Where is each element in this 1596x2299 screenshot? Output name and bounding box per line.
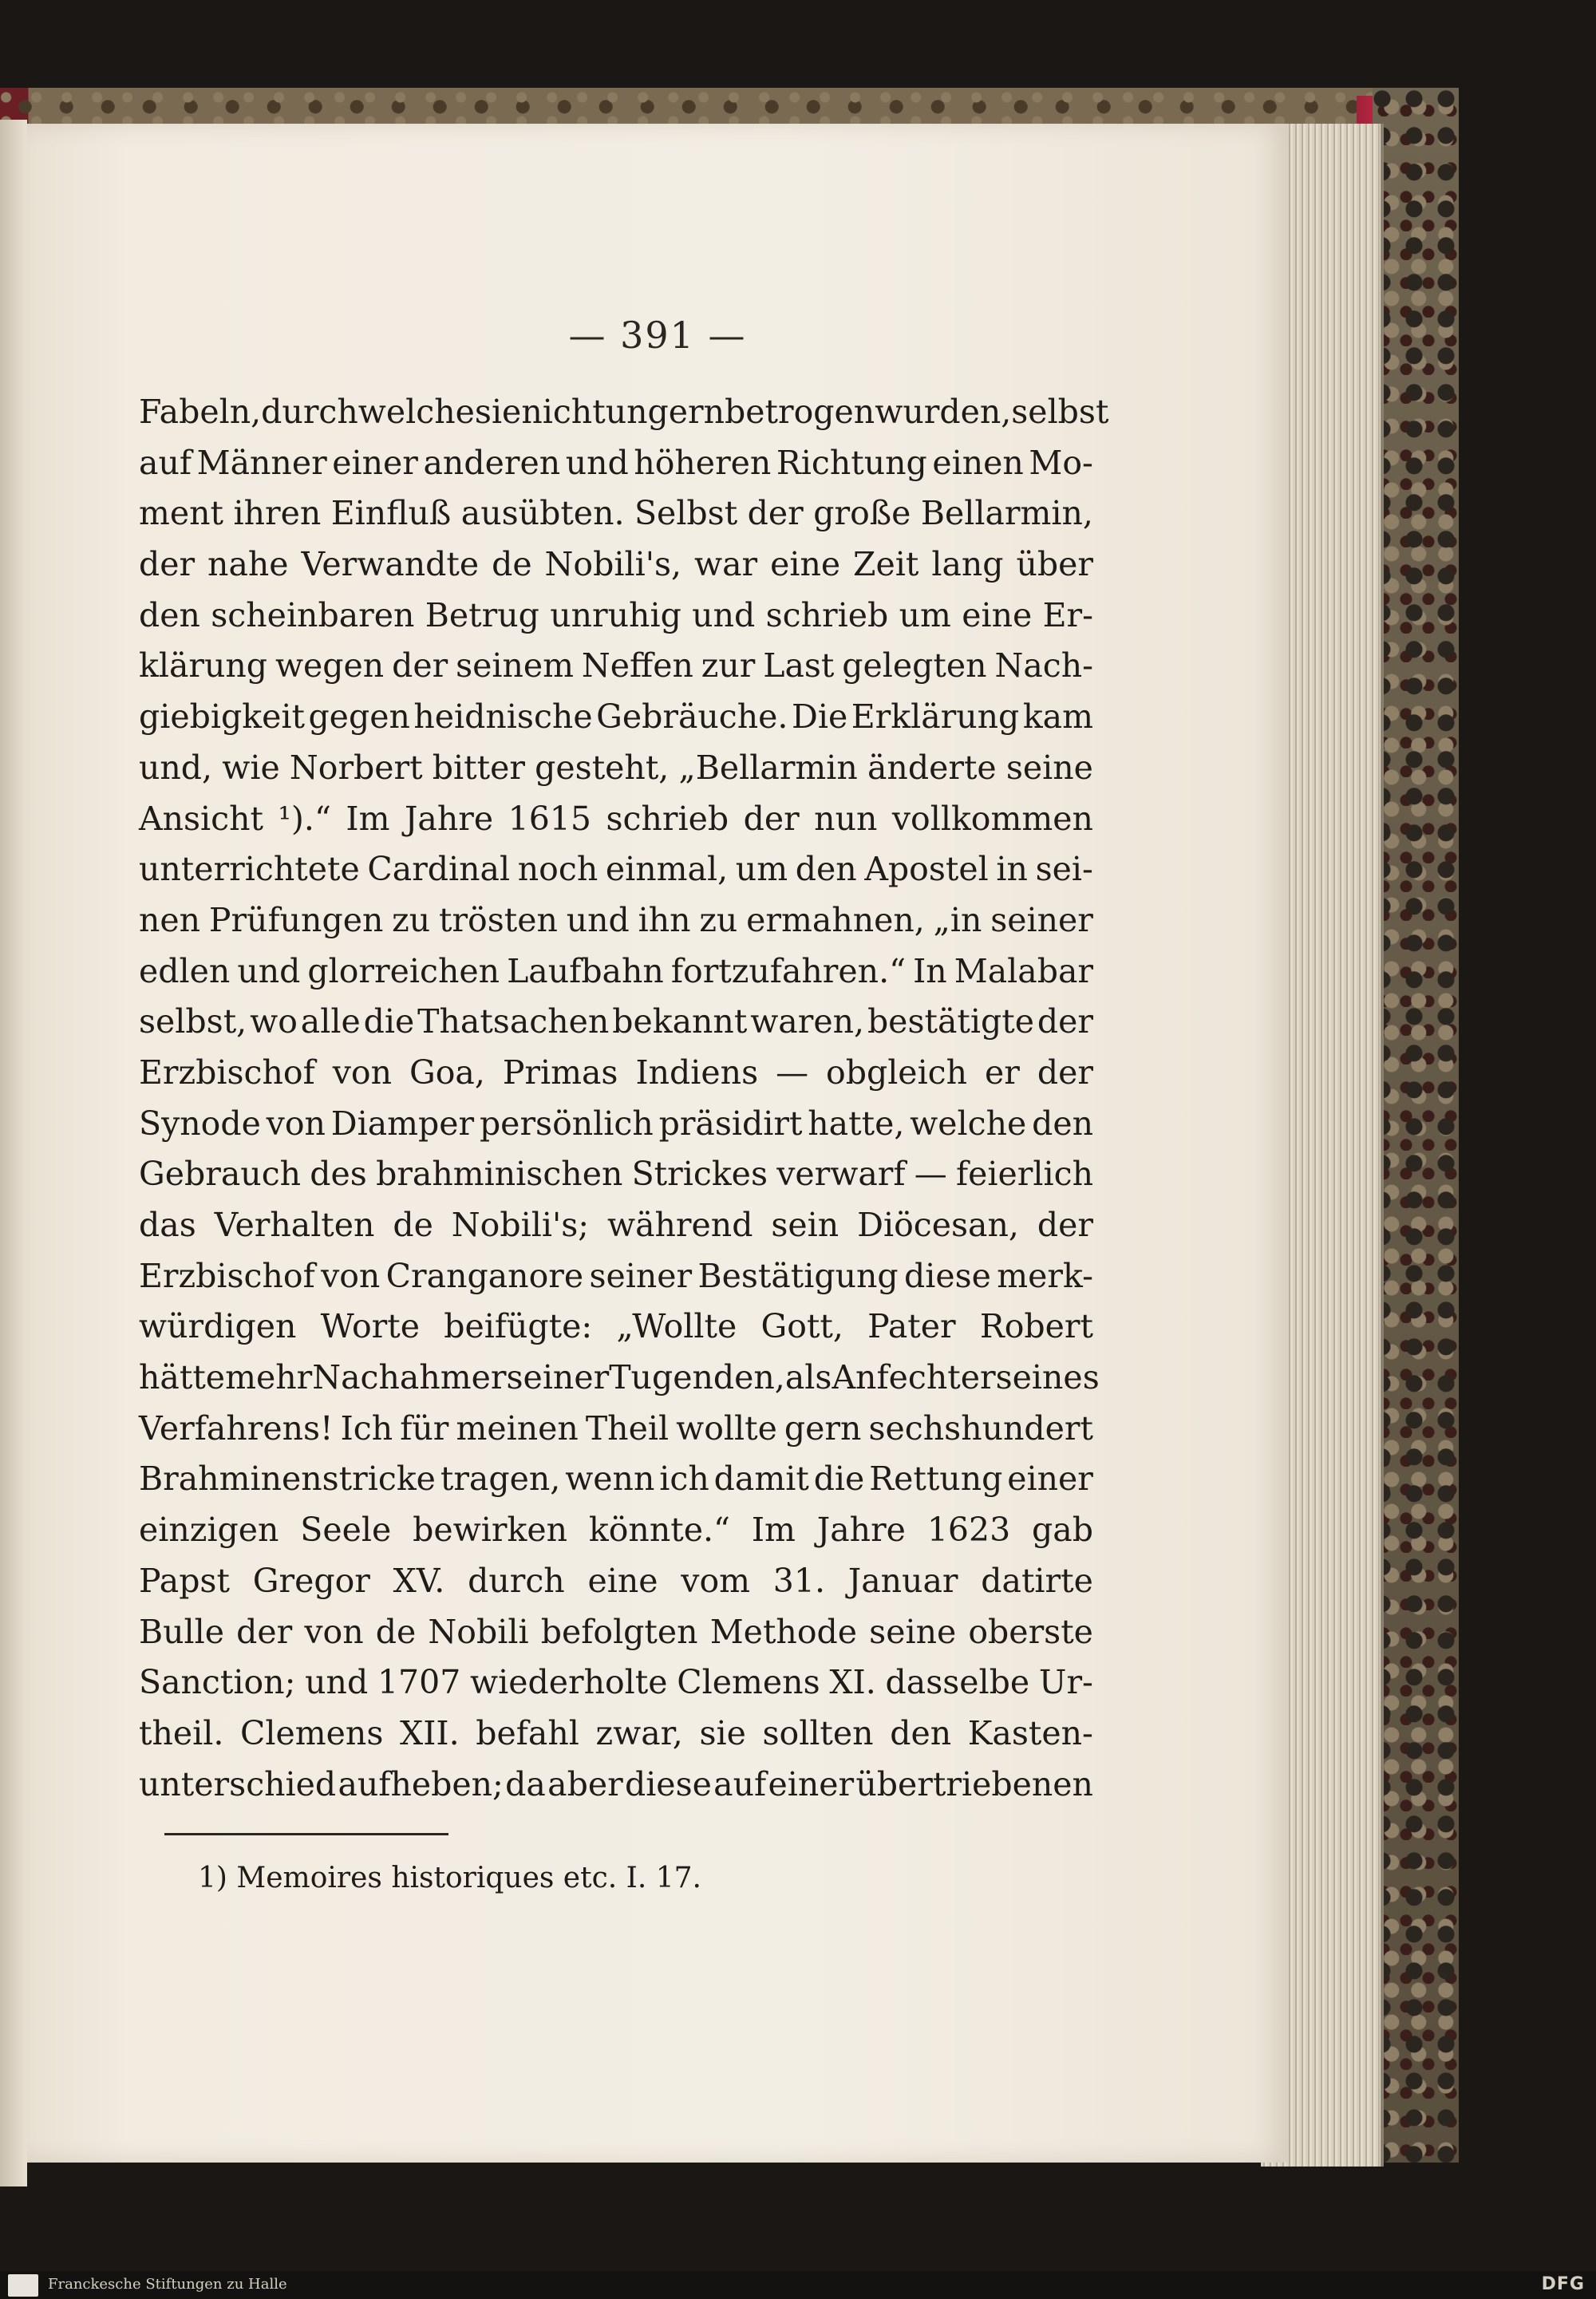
footnote: 1) Memoires historiques etc. I. 17.: [198, 1862, 701, 1894]
institution-name: Franckesche Stiftungen zu Halle: [48, 2276, 287, 2293]
footnote-rule: [164, 1833, 448, 1835]
text-line: Papst Gregor XV. durch eine vom 31. Januar datirte: [139, 1561, 1093, 1600]
text-line: Erzbischof von Cranganore seiner Bestätigung diese merk-: [139, 1256, 1093, 1295]
text-line: Gebrauch des brahminischen Strickes verwarf — feierlich: [139, 1155, 1093, 1194]
page-number: — 391 —: [568, 314, 747, 357]
book-cover-marbled: [1373, 88, 1459, 2163]
institution-logo-icon: [8, 2274, 38, 2297]
text-line: klärung wegen der seinem Neffen zur Last gelegten Nach-: [139, 646, 1093, 685]
text-line: würdigen Worte beifügte: „Wollte Gott, Pater Robert: [139, 1307, 1093, 1346]
dfg-logo: DFG: [1541, 2274, 1585, 2294]
text-line: edlen und glorreichen Laufbahn fortzufahren.“ In Malabar: [139, 951, 1093, 990]
text-line: ment ihren Einfluß ausübten. Selbst der große Bellarmin,: [139, 494, 1093, 533]
text-line: Ansicht ¹).“ Im Jahre 1615 schrieb der nun vollkommen: [139, 799, 1093, 838]
text-line: den scheinbaren Betrug unruhig und schrieb um eine Er-: [139, 595, 1093, 634]
text-line: das Verhalten de Nobili's; während sein Diöcesan, der: [139, 1206, 1093, 1244]
book-page: [27, 124, 1288, 2163]
text-line: Bulle der von de Nobili befolgten Methode seine oberste: [139, 1612, 1093, 1651]
text-line: auf Männer einer anderen und höheren Richtung einen Mo-: [139, 443, 1093, 482]
body-text: [139, 387, 1109, 1810]
text-line: giebigkeit gegen heidnische Gebräuche. Die Erklärung kam: [139, 697, 1093, 737]
book-cover-top: [0, 88, 1420, 128]
text-line: selbst, wo alle die Thatsachen bekannt waren, bestätigte der: [139, 1002, 1093, 1041]
text-line: hätte mehr Nachahmer seiner Tugenden, als Anfechter seines: [139, 1358, 1100, 1397]
text-line: unterrichtete Cardinal noch einmal, um den Apostel in sei-: [139, 850, 1093, 889]
text-line: Verfahrens! Ich für meinen Theil wollte gern sechshundert: [139, 1408, 1093, 1448]
facing-page-edge: [0, 120, 27, 2186]
text-line: Sanction; und 1707 wiederholte Clemens XI. dasselbe Ur-: [139, 1663, 1093, 1702]
text-line: nen Prüfungen zu trösten und ihn zu ermahnen, „in seiner: [139, 900, 1093, 939]
text-line: und, wie Norbert bitter gesteht, „Bellarmin änderte seine: [139, 748, 1093, 787]
text-line: unterschied aufheben; da aber diese auf einer übertriebenen: [139, 1764, 1093, 1803]
text-line: Synode von Diamper persönlich präsidirt hatte, welche den: [139, 1104, 1093, 1143]
text-line: theil. Clemens XII. befahl zwar, sie sollten den Kasten-: [139, 1713, 1093, 1752]
text-line: Fabeln, durch welche sie nicht ungern betrogen wurden, selbst: [139, 393, 1109, 431]
text-line: Erzbischof von Goa, Primas Indiens — obgleich er der: [139, 1053, 1093, 1092]
text-line: der nahe Verwandte de Nobili's, war eine Zeit lang über: [139, 545, 1093, 584]
text-line: einzigen Seele bewirken könnte.“ Im Jahre 1623 gab: [139, 1511, 1093, 1550]
footer-bar: [0, 2271, 1596, 2299]
text-line: Brahminenstricke tragen, wenn ich damit die Rettung einer: [139, 1460, 1093, 1499]
